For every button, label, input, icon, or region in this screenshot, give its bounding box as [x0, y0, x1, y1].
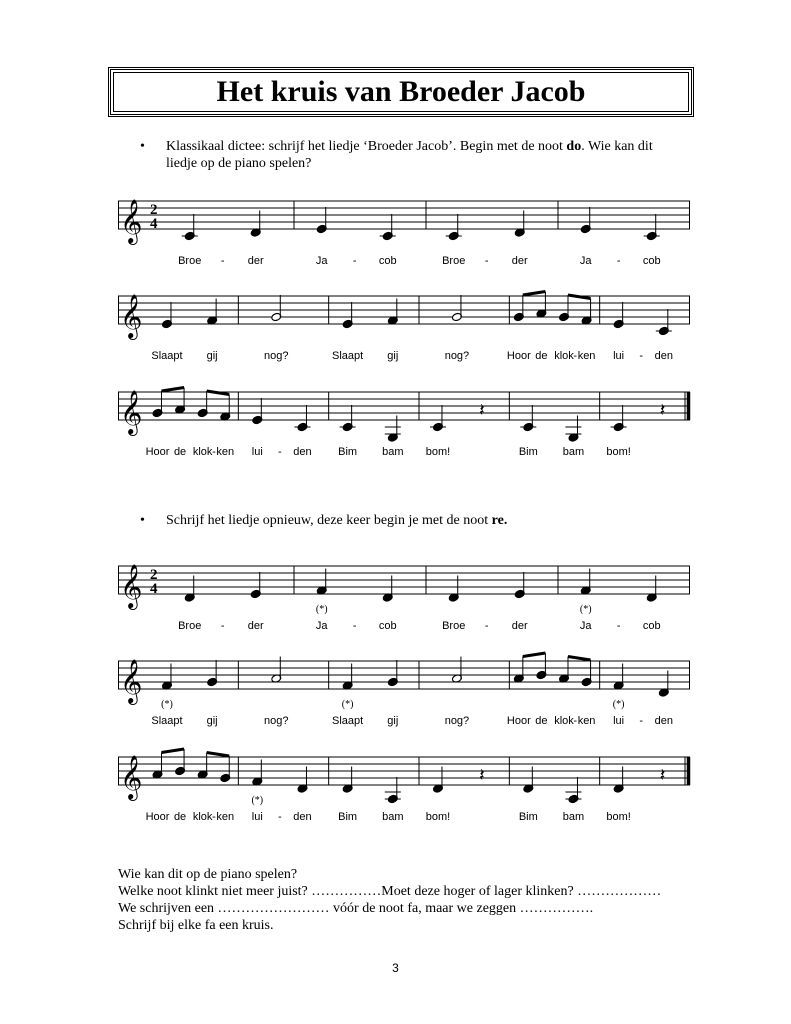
- lyric-hyphen: -: [639, 715, 644, 727]
- lyric-syllable: cob: [378, 620, 397, 632]
- lyric-syllable: bom!: [425, 446, 451, 458]
- lyric-syllable: bam: [562, 446, 585, 458]
- notation: [118, 647, 690, 717]
- lyric-syllable: ken: [577, 350, 596, 362]
- sharp-marker: (*): [251, 795, 264, 806]
- lyric-syllable: der: [247, 255, 264, 267]
- lyric-syllable: Slaapt: [332, 350, 364, 362]
- question-1: Wie kan dit op de piano spelen?: [118, 867, 298, 882]
- staff-6: [118, 743, 690, 823]
- instruction-2-bold: re.: [491, 513, 508, 528]
- lyric-syllable: gij: [387, 350, 399, 362]
- lyric-hyphen: -: [616, 255, 621, 267]
- lyric-hyphen: -: [278, 446, 282, 458]
- lyric-hyphen: -: [220, 620, 225, 632]
- lyric-syllable: Hoor: [506, 715, 531, 727]
- notation: [118, 187, 690, 257]
- lyric-syllable: den: [293, 811, 312, 823]
- beam: [161, 388, 184, 392]
- treble-clef-icon: 𝄞: [120, 659, 143, 703]
- lyric-syllable: ken: [216, 811, 235, 823]
- lyric-syllable: nog?: [264, 350, 289, 362]
- lyric-syllable: gij: [206, 715, 218, 727]
- lyric-hyphen: -: [220, 255, 225, 267]
- instruction-2-text: [166, 512, 686, 529]
- beam: [207, 753, 230, 757]
- treble-clef-icon: 𝄞: [120, 755, 143, 799]
- lyric-syllable: bom!: [606, 446, 631, 458]
- instruction-1-part-b: . Wie kan dit liedje op de piano spelen?: [166, 139, 653, 171]
- lyric-syllable: de: [173, 811, 187, 823]
- quarter-rest-icon: 𝄽: [659, 400, 666, 421]
- lyric-hyphen: -: [212, 811, 216, 823]
- lyric-syllable: der: [511, 255, 528, 267]
- question-3: We schrijven een …………………… vóór de noot fa, maar we zeggen …………….: [118, 901, 594, 916]
- questions: [118, 866, 661, 934]
- lyric-syllable: den: [654, 715, 673, 727]
- beam: [523, 653, 546, 657]
- lyric-syllable: gij: [206, 350, 218, 362]
- instruction-1-part-a: Klassikaal dictee: schrijf het liedje ‘Broeder Jacob’. Begin met de noot: [166, 139, 567, 154]
- quarter-rest-icon: 𝄽: [479, 765, 485, 786]
- question-2: Welke noot klinkt niet meer juist? ……………Moet deze hoger of lager klinken? ………………: [118, 884, 662, 899]
- treble-clef-icon: 𝄞: [120, 199, 143, 243]
- instruction-2-part-a: Schrijf het liedje opnieuw, deze keer begin je met de noot: [166, 513, 492, 528]
- lyric-syllable: de: [535, 715, 548, 727]
- lyric-hyphen: -: [639, 350, 644, 362]
- lyric-hyphen: -: [212, 446, 216, 458]
- staff-4: [118, 552, 690, 632]
- page-title: Het kruis van Broeder Jacob: [216, 75, 586, 108]
- beam: [568, 657, 591, 661]
- lyric-hyphen: -: [616, 620, 621, 632]
- lyric-syllable: Hoor: [506, 350, 531, 362]
- lyric-syllable: lui: [251, 811, 263, 823]
- lyric-syllable: cob: [642, 255, 661, 267]
- lyric-syllable: den: [293, 446, 312, 458]
- lyric-syllable: Ja: [579, 620, 592, 632]
- lyric-hyphen: -: [278, 811, 282, 823]
- lyric-syllable: ken: [216, 446, 235, 458]
- lyric-hyphen: -: [573, 350, 578, 362]
- lyric-syllable: de: [173, 446, 187, 458]
- lyric-hyphen: -: [484, 255, 489, 267]
- lyric-syllable: Ja: [315, 255, 328, 267]
- sharp-marker: (*): [579, 604, 592, 615]
- lyric-syllable: Bim: [518, 811, 538, 823]
- time-signature-bottom: 4: [150, 581, 158, 597]
- lyric-syllable: Bim: [518, 446, 538, 458]
- lyric-syllable: Broe: [442, 255, 466, 267]
- notation: [118, 378, 690, 448]
- notation: [118, 552, 690, 622]
- lyric-syllable: Hoor: [145, 446, 170, 458]
- staff-1: [118, 187, 690, 267]
- lyric-syllable: Broe: [178, 620, 202, 632]
- lyric-syllable: klok: [192, 811, 213, 823]
- treble-clef-icon: 𝄞: [120, 294, 143, 338]
- lyric-hyphen: -: [352, 620, 357, 632]
- staff-2: [118, 282, 690, 362]
- bullet-1: •: [140, 139, 145, 154]
- lyric-syllable: nog?: [444, 715, 470, 727]
- title-box: [108, 67, 694, 117]
- lyric-syllable: klok: [192, 446, 213, 458]
- treble-clef-icon: 𝄞: [120, 390, 143, 434]
- beam: [161, 749, 184, 753]
- lyric-syllable: Ja: [315, 620, 328, 632]
- lyric-syllable: nog?: [264, 715, 289, 727]
- time-signature-top: 2: [150, 202, 158, 218]
- sharp-marker: (*): [315, 604, 328, 615]
- page-number: 3: [392, 961, 399, 975]
- lyric-syllable: de: [535, 350, 548, 362]
- notation: [118, 743, 690, 813]
- lyric-syllable: Bim: [338, 811, 358, 823]
- time-signature-bottom: 4: [150, 216, 158, 232]
- time-signature-top: 2: [150, 567, 158, 583]
- lyric-hyphen: -: [352, 255, 357, 267]
- lyric-syllable: Bim: [338, 446, 358, 458]
- sharp-marker: (*): [161, 699, 173, 710]
- lyric-syllable: Slaapt: [151, 350, 183, 362]
- lyric-syllable: Broe: [442, 620, 466, 632]
- lyric-hyphen: -: [484, 620, 489, 632]
- lyric-syllable: Hoor: [145, 811, 170, 823]
- lyric-syllable: bom!: [606, 811, 631, 823]
- lyric-syllable: lui: [613, 715, 625, 727]
- lyric-syllable: Broe: [178, 255, 202, 267]
- notation: [118, 282, 690, 352]
- treble-clef-icon: 𝄞: [120, 564, 143, 608]
- lyric-syllable: bam: [382, 446, 404, 458]
- instruction-1-bold: do: [566, 139, 582, 154]
- lyric-syllable: der: [247, 620, 264, 632]
- lyric-syllable: cob: [642, 620, 661, 632]
- sharp-marker: (*): [612, 699, 625, 710]
- lyric-syllable: der: [511, 620, 528, 632]
- lyric-syllable: Slaapt: [151, 715, 183, 727]
- quarter-rest-icon: 𝄽: [479, 400, 485, 421]
- sharp-marker: (*): [341, 699, 354, 710]
- lyric-syllable: klok: [554, 715, 574, 727]
- staff-5: [118, 647, 690, 727]
- staff-3: [118, 378, 690, 458]
- question-4: Schrijf bij elke fa een kruis.: [118, 918, 274, 933]
- lyric-hyphen: -: [573, 715, 578, 727]
- lyric-syllable: bam: [382, 811, 404, 823]
- lyric-syllable: cob: [378, 255, 397, 267]
- lyric-syllable: ken: [577, 715, 596, 727]
- beam: [523, 292, 546, 296]
- lyric-syllable: klok: [554, 350, 574, 362]
- lyric-syllable: bom!: [425, 811, 451, 823]
- lyric-syllable: den: [654, 350, 673, 362]
- lyric-syllable: gij: [387, 715, 399, 727]
- lyric-syllable: lui: [251, 446, 263, 458]
- lyric-syllable: lui: [613, 350, 625, 362]
- lyric-syllable: nog?: [444, 350, 470, 362]
- lyric-syllable: Ja: [579, 255, 592, 267]
- bullet-2: •: [140, 513, 145, 528]
- quarter-rest-icon: 𝄽: [659, 765, 666, 786]
- lyric-syllable: bam: [562, 811, 585, 823]
- instruction-1-text: [166, 138, 686, 172]
- lyric-syllable: Slaapt: [332, 715, 364, 727]
